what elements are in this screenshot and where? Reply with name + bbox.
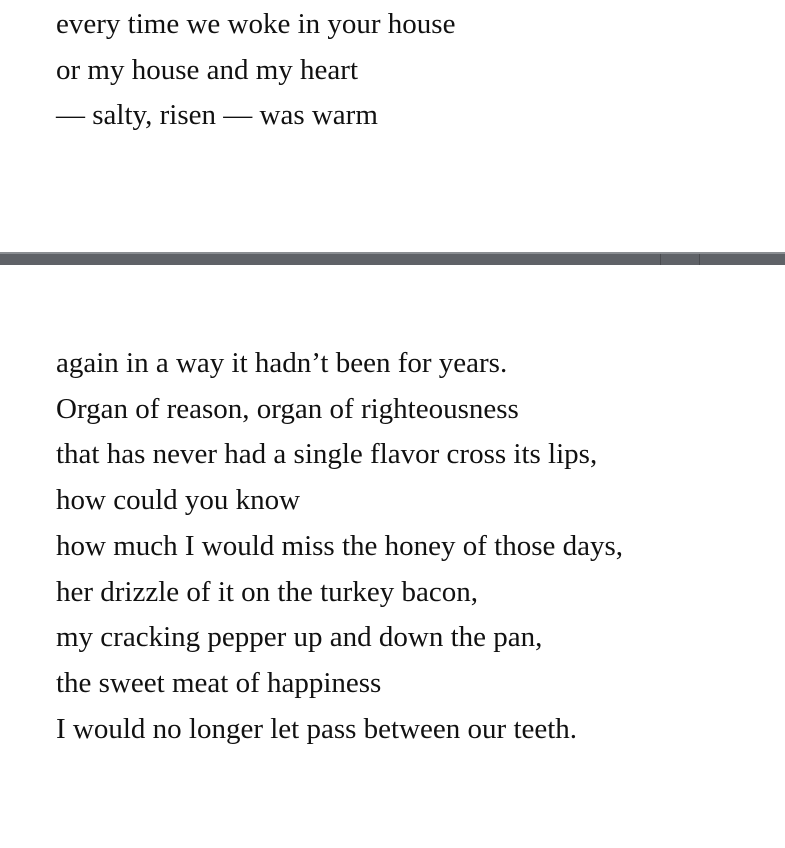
poem-page-bottom <box>56 341 785 752</box>
poem-line: — salty, risen — was warm <box>56 99 378 132</box>
poem-line: that has never had a single flavor cross its lips, <box>56 438 598 471</box>
page-top-edge <box>0 265 785 267</box>
poem-line: the sweet meat of happiness <box>56 666 382 699</box>
poem-line: or my house and my heart <box>56 53 359 86</box>
poem-line: every time we woke in your house <box>56 8 456 40</box>
poem-line: again in a way it hadn’t been for years. <box>56 347 508 379</box>
poem-line: Organ of reason, organ of righteousness <box>56 392 519 425</box>
poem-line: how much I would miss the honey of those days, <box>56 529 624 562</box>
poem-line: how could you know <box>56 484 301 517</box>
poem-line: I would no longer let pass between our teeth. <box>56 712 578 745</box>
page-break-highlight <box>0 252 785 254</box>
poem-line: my cracking pepper up and down the pan, <box>56 621 543 654</box>
poem-line: her drizzle of it on the turkey bacon, <box>56 575 478 608</box>
poem-page-top <box>56 2 785 139</box>
